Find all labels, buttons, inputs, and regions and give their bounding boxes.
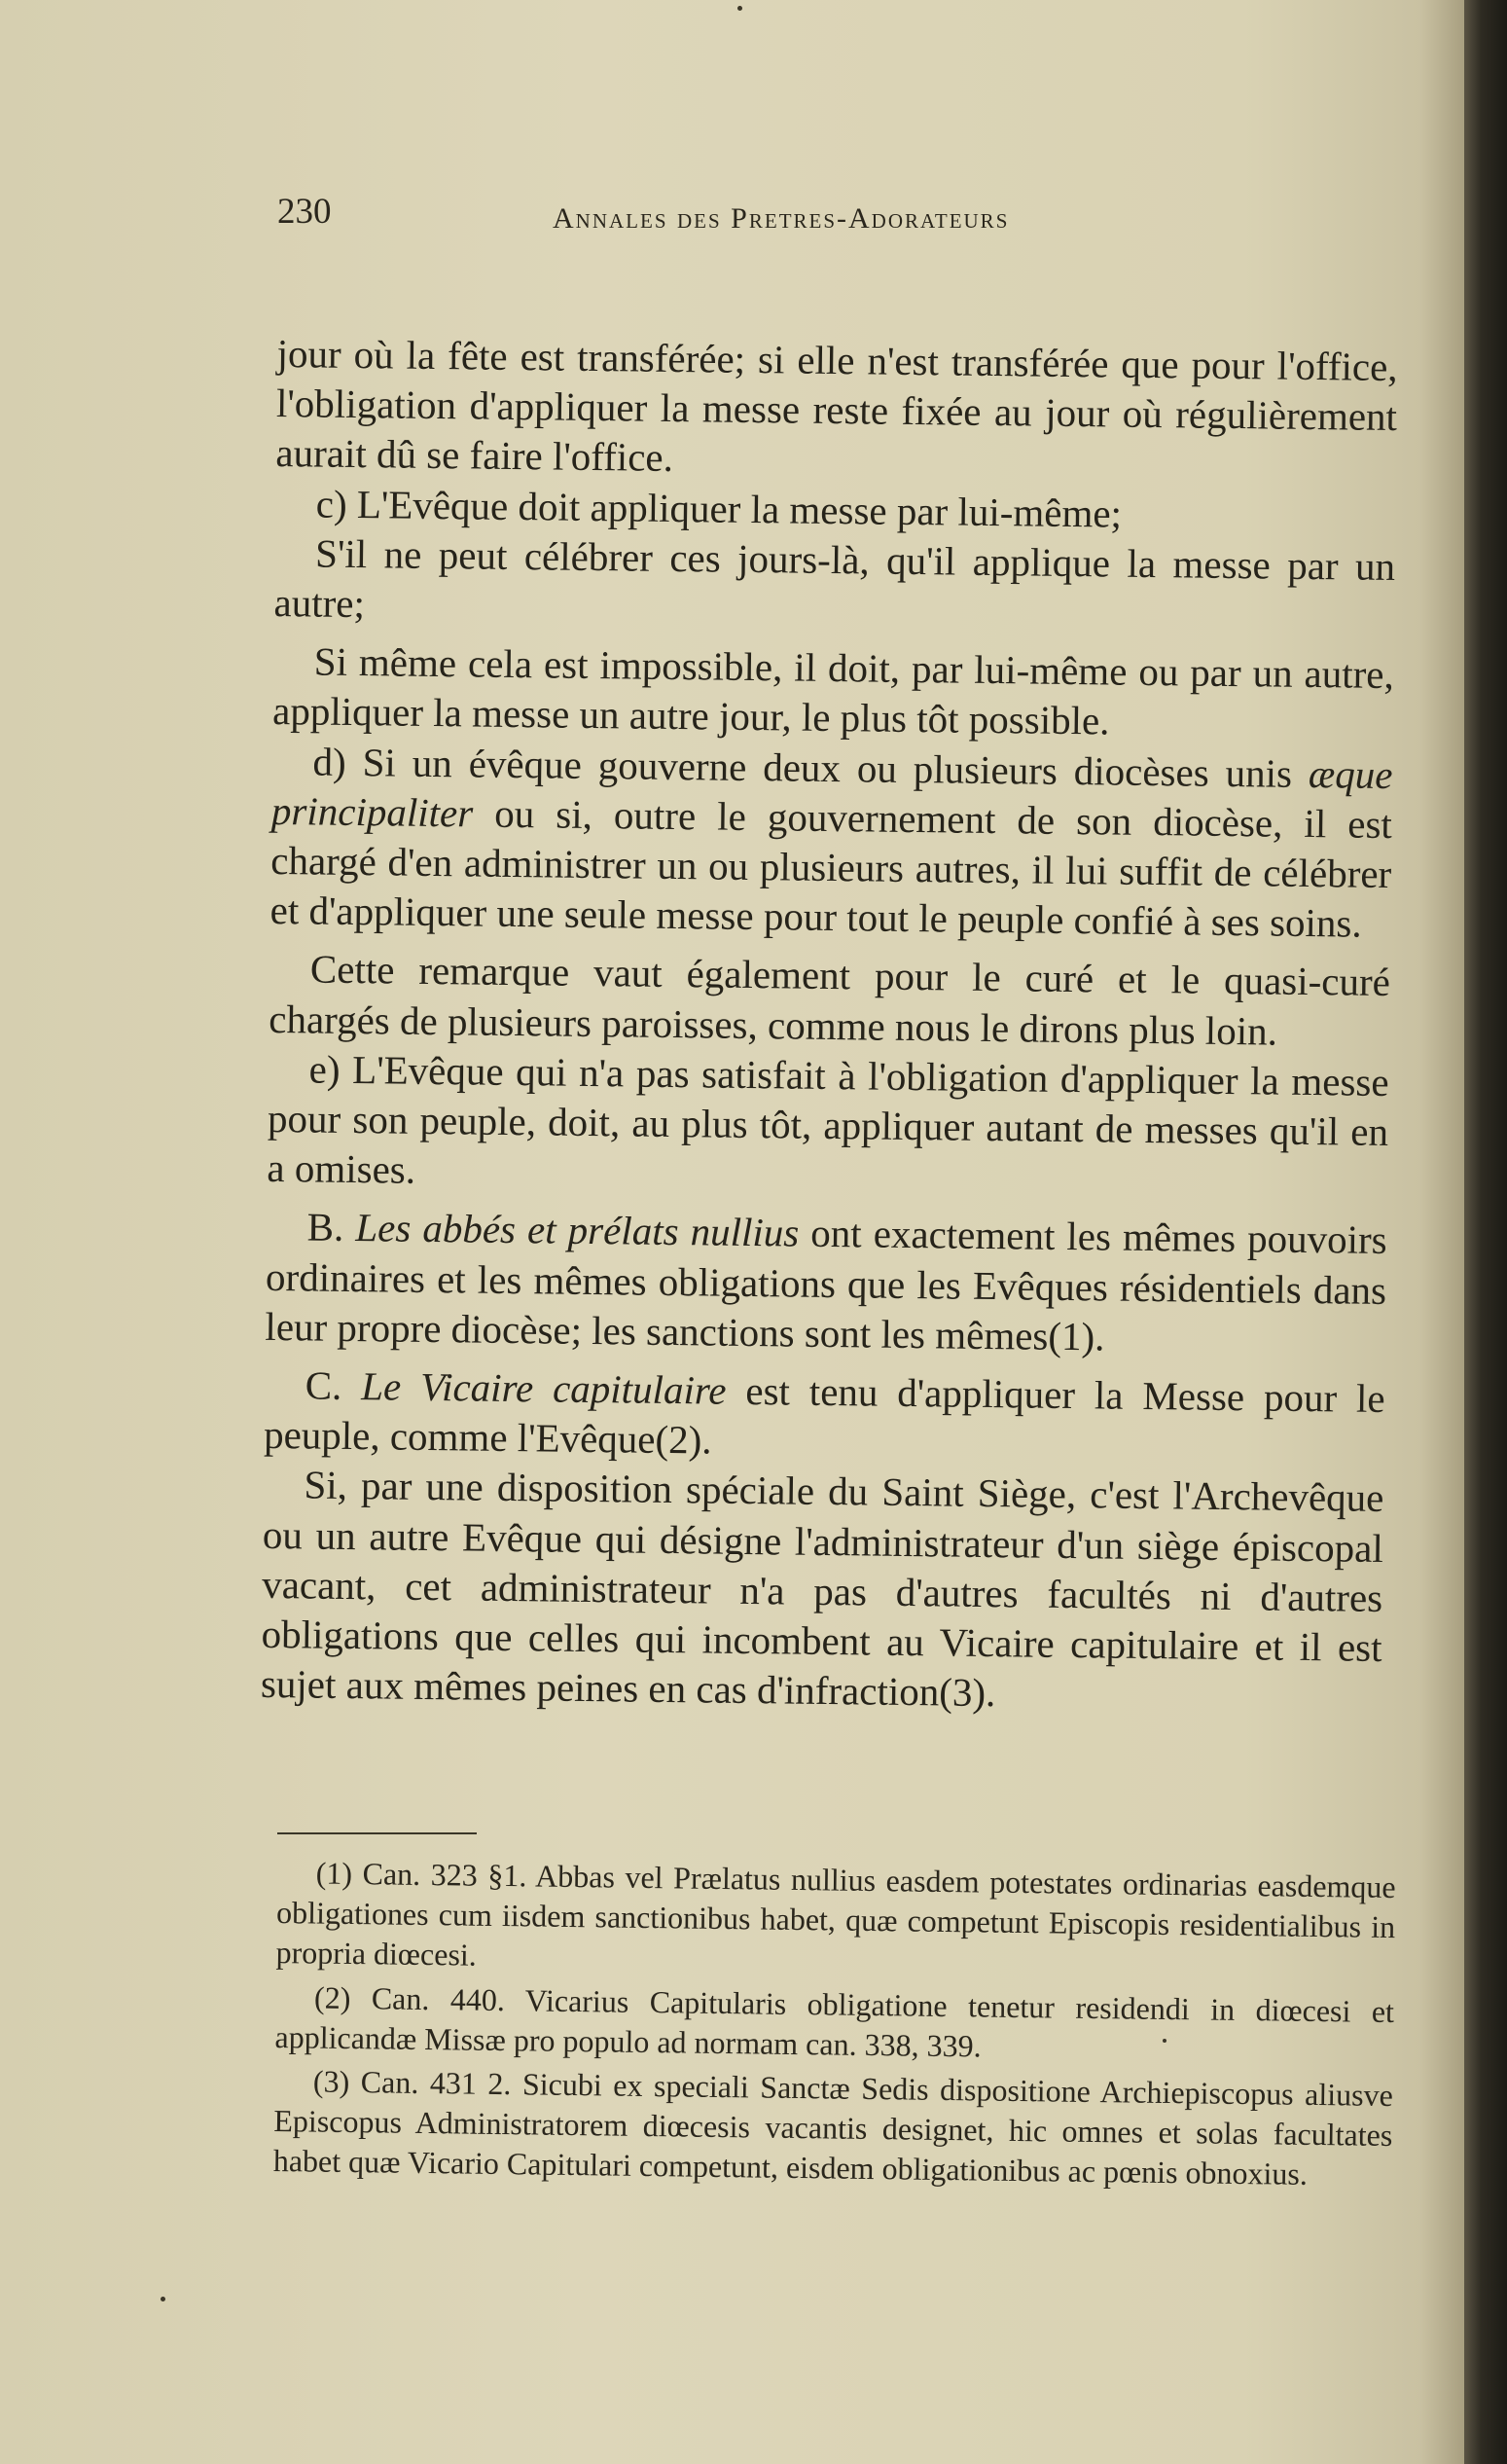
paragraph-impossible: Si même cela est impossible, il doit, par lui-même ou par un autre, appliquer la messe un autre jour, le plus tôt possible. (271, 638, 1395, 743)
paragraph-remark: Cette remarque vaut également pour le curé et le quasi-curé chargés de plusieurs paroisses, comme nous le dirons plus loin. (269, 946, 1391, 1054)
running-title: Annales des Pretres-Adorateurs (553, 202, 1010, 235)
paragraph-b (265, 1202, 1387, 1365)
paragraph-d (269, 737, 1392, 950)
paragraph-e: e) L'Evêque qui n'a pas satisfait à l'obligation d'appliquer la messe pour son peuple, doit, au plus tôt, appliquer autant de messes qu'il en a omises. (267, 1046, 1389, 1193)
page-header (277, 191, 1153, 249)
paper-speck (161, 2297, 165, 2301)
footnote-2: (2) Can. 440. Vicarius Capitularis obligatione tenetur residendi in diœcesi et applicandæ Missæ pro populo ad normam can. 338, 339. (274, 1979, 1395, 2064)
paragraph-d-italic: æque principaliter (270, 750, 1393, 836)
paragraph-d-end: ou si, outre le gouvernement de son diocèse, il est chargé d'en administrer un ou plusieurs autres, il lui suffit de célébrer et d'appliquer une seule messe pour tout le peuple confié à ses soins. (269, 790, 1393, 946)
paragraph-administrateur: Si, par une disposition spéciale du Saint Siège, c'est l'Archevêque ou un autre Evêque qui désigne l'administrateur d'un siège épiscopal vacant, cet administrateur n'a pas d'autres facultés ni d'autres obligations que celles qui incombent au Vicaire capitulaire et il est sujet aux mêmes peines en cas d'infraction(3). (260, 1462, 1384, 1716)
main-text (261, 329, 1398, 1722)
footnote-3: (3) Can. 431 2. Sicubi ex speciali Sanctæ Sedis dispositione Archiepiscopus aliusve Episcopus Administratorem diœcesis vacantis designet, hic omnes et solas facultates habet quæ Vicario Capitulari competunt, eisdem obligationibus ac pœnis obnoxius. (272, 2063, 1394, 2192)
paragraph-c-vicaire-start: C. (305, 1362, 342, 1408)
paragraph-c: c) L'Evêque doit appliquer la messe par lui-même; (315, 481, 1123, 536)
paragraph-b-italic: Les abbés et prélats nullius (355, 1205, 800, 1256)
paragraph-c-vicaire-italic: Le Vicaire capitulaire (360, 1363, 727, 1413)
footnote-1: (1) Can. 323 §1. Abbas vel Prælatus nullius easdem potestates ordinarias easdemque obligationes cum iisdem sanctionibus habet, quæ competunt Episcopis residentialibus in propria diœcesi. (275, 1855, 1396, 1974)
paragraph-c-vicaire-end: est tenu d'appliquer la Messe pour le peuple, comme l'Evêque(2). (263, 1368, 1385, 1463)
footnotes (273, 1853, 1396, 2196)
page-number: 230 (277, 192, 332, 232)
paper-speck (1163, 2039, 1166, 2043)
book-binding-edge (1464, 0, 1507, 2464)
paragraph-c-vicaire (264, 1360, 1385, 1473)
paragraph-b-start: B. (306, 1204, 344, 1250)
paragraph-d-start: d) Si un évêque gouverne deux ou plusieurs diocèses unis (312, 739, 1293, 796)
paragraph-continuation: jour où la fête est transférée; si elle n'est transférée que pour l'office, l'obligation d'appliquer la messe reste fixée au jour où régulièrement aurait dû se faire l'office. (275, 330, 1398, 481)
paper-speck (737, 6, 742, 11)
footnote-divider (277, 1832, 477, 1834)
paragraph-b-end: ont exactement les mêmes pouvoirs ordinaires et les mêmes obligations que les Evêques résidentiels dans leur propre diocèse; les sanctions sont les mêmes(1). (265, 1211, 1387, 1359)
paragraph-substitute: S'il ne peut célébrer ces jours-là, qu'il applique la messe par un autre; (273, 530, 1396, 627)
